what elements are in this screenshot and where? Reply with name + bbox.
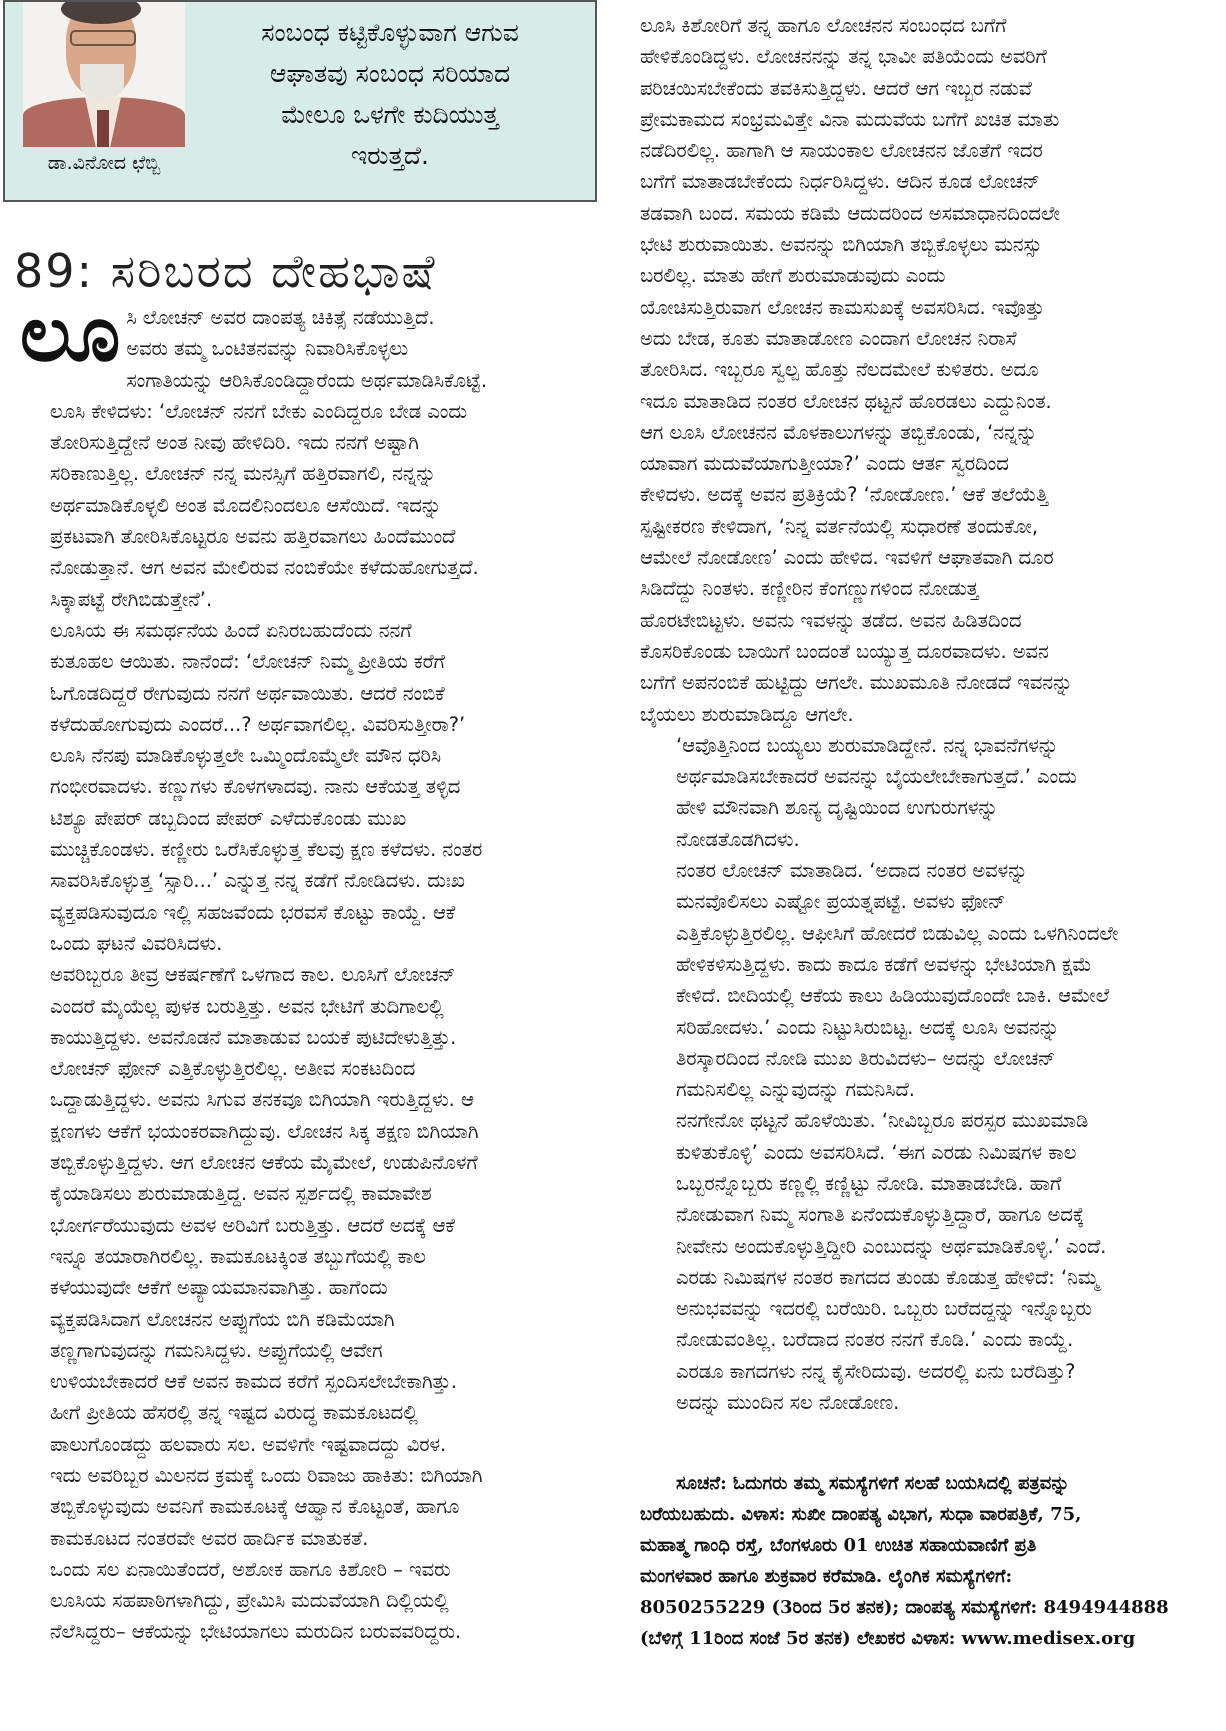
text-line: ವ್ಯಕ್ತಪಡಿಸುವುದೂ ಇಲ್ಲಿ ಸಹಜವೆಂದು ಭರವಸೆ ಕೊಟ್ಟು ಕಾಯ್ದೆ. ಆಕೆ: [50, 900, 456, 924]
text-line: ಗಂಭೀರವಾದಳು. ಕಣ್ಣುಗಳು ಕೊಳಗಳಾದವು. ನಾನು ಆಕೆಯತ್ತ ತಳ್ಳಿದ: [50, 775, 461, 799]
text-line: ಅವರು ತಮ್ಮ ಒಂಟಿತನವನ್ನು ನಿವಾರಿಸಿಕೊಳ್ಳಲು: [126, 337, 409, 361]
text-line: ಗಮನಿಸಲಿಲ್ಲ ಎನ್ನುವುದನ್ನು ಗಮನಿಸಿದೆ.: [676, 1078, 915, 1102]
pull-quote-line: ಮೇಲೂ ಒಳಗೇ ಕುದಿಯುತ್ತ: [281, 100, 499, 129]
text-line: ಲೋಚನ್ ಫೋನ್ ಎತ್ತಿಕೊಳ್ಳುತ್ತಿರಲಿಲ್ಲ. ಅತೀವ ಸಂಕಟದಿಂದ: [50, 1057, 416, 1081]
author-quote-box: [3, 0, 597, 202]
paragraph: [14, 396, 612, 615]
paragraph: [14, 615, 612, 740]
text-line: ಒದ್ದಾಡುತ್ತಿದ್ದಳು. ಅವನು ಸಿಗುವ ತನಕವೂ ಬಿಗಿಯಾಗಿ ಇರುತ್ತಿದ್ದಳು. ಆ: [50, 1088, 474, 1112]
text-line: ತೋರಿಸಿದ. ಇಬ್ಬರೂ ಸ್ವಲ್ಪ ಹೊತ್ತು ನೆಲದಮೇಲೆ ಕುಳಿತರು. ಅದೂ: [640, 358, 1039, 382]
text-line: ಓಗೊಡದಿದ್ದರೆ ರೇಗುವುದು ನನಗೆ ಅರ್ಥವಾಯಿತು. ಆದರೆ ನಂಬಿಕೆ: [50, 681, 445, 705]
text-line: ಸಿಡಿದೆದ್ದು ನಿಂತಳು. ಕಣ್ಣೀರಿನ ಕೆಂಗಣ್ಣುಗಳಿಂದ ನೋಡುತ್ತ: [640, 577, 979, 601]
text-line: ಕಾಯುತ್ತಿದ್ದಳು. ಅವನೊಡನೆ ಮಾತಾಡುವ ಬಯಕೆ ಪುಟಿದೇಳುತ್ತಿತ್ತು.: [50, 1025, 457, 1049]
text-line: ಪಾಲುಗೊಂಡದ್ದು ಹಲವಾರು ಸಲ. ಅವಳಿಗೇ ಇಷ್ಟವಾದದ್ದು ವಿರಳ.: [50, 1432, 447, 1456]
text-line: ಲೂಸಿ ಕಿಶೋರಿಗೆ ತನ್ನ ಹಾಗೂ ಲೋಚನನ ಸಂಬಂಧದ ಬಗೆಗೆ: [640, 14, 1007, 37]
text-line: ಸಿಕ್ಕಾಪಟ್ಟೆ ರೇಗಿಬಿಡುತ್ತೇನೆ’.: [50, 587, 213, 611]
notice-line: ಮಹಾತ್ಮ ಗಾಂಧಿ ರಸ್ತೆ, ಬೆಂಗಳೂರು 01 ಉಚಿತ ಸಹಾಯವಾಣಿಗೆ ಪ್ರತಿ: [640, 1535, 1037, 1556]
text-line: ನನಗೇನೋ ಥಟ್ಟನೆ ಹೊಳೆಯಿತು. ‘ನೀವಿಬ್ಬರೂ ಪರಸ್ಪರ ಮುಖಮಾಡಿ: [676, 1109, 1089, 1133]
text-line: ಅದು ಬೇಡ, ಕೂತು ಮಾತಾಡೋಣ ಎಂದಾಗ ಲೋಚನ ನಿರಾಸೆ: [640, 326, 1017, 350]
text-line: ಅರ್ಥಮಾಡಿಸಬೇಕಾದರೆ ಅವನನ್ನು ಬೈಯಲೇಬೇಕಾಗುತ್ತದೆ.’ ಎಂದು: [676, 765, 1077, 789]
text-line: ಹೊರಟೇಬಿಟ್ಟಳು. ಅವನು ಇವಳನ್ನು ತಡೆದ. ಅವನ ಹಿಡಿತದಿಂದ: [640, 608, 1022, 632]
text-line: ಭೋರ್ಗರೆಯುವುದು ಅವಳ ಅರಿವಿಗೆ ಬರುತ್ತಿತ್ತು. ಆದರೆ ಅದಕ್ಕೆ ಆಕೆ: [50, 1213, 455, 1237]
text-line: ಕಾಮಕೂಟದ ನಂತರವೇ ಅವರ ಹಾರ್ದಿಕ ಮಾತುಕತೆ.: [50, 1526, 369, 1550]
text-line: ಒಂದು ಘಟನೆ ವಿವರಿಸಿದಳು.: [50, 931, 223, 955]
text-line: ಸರಿಕಾಣುತ್ತಿಲ್ಲ. ಲೋಚನ್ ನನ್ನ ಮನಸ್ಸಿಗೆ ಹತ್ತಿರವಾಗಲಿ, ನನ್ನನ್ನು: [50, 462, 436, 486]
text-line: ಕುತೂಹಲ ಆಯಿತು. ನಾನೆಂದೆ: ‘ಲೋಚನ್ ನಿಮ್ಮ ಪ್ರೀತಿಯ ಕರೆಗೆ: [50, 650, 445, 674]
text-line: ಸರಿಹೋದಳು.’ ಎಂದು ನಿಟ್ಟುಸಿರುಬಿಟ್ಟ. ಅದಕ್ಕೆ ಲೂಸಿ ಅವನನ್ನು: [676, 1015, 1060, 1039]
text-line: ಬೈಯಲು ಶುರುಮಾಡಿದ್ದೂ ಆಗಲೇ.: [640, 702, 854, 726]
text-line: ಲೂಸಿ ಕೇಳಿದಳು: ‘ಲೋಚನ್ ನನಗೆ ಬೇಕು ಎಂದಿದ್ದರೂ ಬೇಡ ಎಂದು: [50, 399, 468, 423]
paragraph: [14, 959, 612, 1554]
text-line: ಸ್ಪಷ್ಟೀಕರಣ ಕೇಳಿದಾಗ, ‘ನಿನ್ನ ವರ್ತನೆಯಲ್ಲಿ ಸುಧಾರಣೆ ತಂದುಕೋ,: [640, 514, 1039, 538]
text-line: ಕೇಳಿದೆ. ಬೀದಿಯಲ್ಲಿ ಆಕೆಯ ಕಾಲು ಹಿಡಿಯುವುದೊಂದೇ ಬಾಕಿ. ಆಮೇಲೆ: [676, 984, 1110, 1008]
text-line: ತೋರಿಸುತ್ತಿದ್ದೇನೆ ಅಂತ ನೀವು ಹೇಳಿದಿರಿ. ಇದು ನನಗೆ ಅಷ್ಟಾಗಿ: [50, 431, 419, 455]
notice-line: ಬರೆಯಬಹುದು. ವಿಳಾಸ: ಸುಖೀ ದಾಂಪತ್ಯ ವಿಭಾಗ, ಸುಧಾ ವಾರಪತ್ರಿಕೆ, 75,: [640, 1504, 1082, 1525]
text-line: ಯಾವಾಗ ಮದುವೆಯಾಗುತ್ತೀಯಾ?’ ಎಂದು ಆರ್ತ ಸ್ವರದಿಂದ: [640, 452, 1009, 476]
text-line: ಎರಡೂ ಕಾಗದಗಳು ನನ್ನ ಕೈಸೇರಿದುವು. ಅದರಲ್ಲಿ ಏನು ಬರೆದಿತ್ತು?: [676, 1359, 1076, 1383]
text-line: ಬಗೆಗೆ ಮಾತಾಡಬೇಕೆಂದು ನಿರ್ಧರಿಸಿದ್ದಳು. ಆದಿನ ಕೂಡ ಲೋಚನ್: [640, 170, 1040, 194]
text-line: ಹೀಗೆ ಪ್ರೀತಿಯ ಹೆಸರಲ್ಲಿ ತನ್ನ ಇಷ್ಟದ ವಿರುದ್ಧ ಕಾಮಕೂಟದಲ್ಲಿ: [50, 1401, 418, 1425]
author-name: ಡಾ.ವಿನೋದ ಛೆಬ್ಬಿ: [47, 152, 161, 174]
text-line: ನೋಡುವಾಗ ನಿಮ್ಮ ಸಂಗಾತಿ ಏನೆಂದುಕೊಳ್ಳುತ್ತಿದ್ದಾರೆ, ಹಾಗೂ ಅದಕ್ಕೆ: [676, 1203, 1085, 1227]
text-line: ಕ್ಷಣಗಳು ಆಕೆಗೆ ಭಯಂಕರವಾಗಿದ್ದುವು. ಲೋಚನ ಸಿಕ್ಕ ತಕ್ಷಣ ಬಿಗಿಯಾಗಿ: [50, 1119, 479, 1143]
article-body-left: [14, 289, 612, 1648]
text-line: ಪ್ರೇಮಕಾಮದ ಸಂಭ್ರಮವಿತ್ತೇ ವಿನಾ ಮದುವೆಯ ಬಗೆಗೆ ಖಚಿತ ಮಾತು: [640, 107, 1060, 131]
text-line: ವ್ಯಕ್ತಪಡಿಸಿದಾಗ ಲೋಚನನ ಅಪ್ಪುಗೆಯ ಬಿಗಿ ಕಡಿಮೆಯಾಗಿ: [50, 1307, 395, 1331]
text-line: ಮುಚ್ಚಿಕೊಂಡಳು. ಕಣ್ಣೀರು ಒರೆಸಿಕೊಳ್ಳುತ್ತ ಕೆಲವು ಕ್ಷಣ ಕಳೆದಳು. ನಂತರ: [50, 838, 483, 862]
text-line: ‘ಆವೊತ್ತಿನಿಂದ ಬಯ್ಯಲು ಶುರುಮಾಡಿದ್ದೇನೆ. ನನ್ನ ಭಾವನೆಗಳನ್ನು: [676, 733, 1059, 757]
article-title: 89: ಸರಿಬರದ ದೇಹಭಾಷೆ: [14, 243, 437, 298]
text-line: ಇದೂ ಮಾತಾಡಿದ ನಂತರ ಲೋಚನ ಥಟ್ಟನೆ ಹೊರಡಲು ಎದ್ದುನಿಂತ.: [640, 389, 1052, 413]
paragraph: [640, 10, 1226, 730]
author-photo: [23, 2, 185, 147]
paragraph: [640, 855, 1226, 1105]
pull-quote-line: ಸಂಬಂಧ ಕಟ್ಟಿಕೊಳ್ಳುವಾಗ ಆಗುವ: [261, 18, 519, 47]
text-line: ಅದನ್ನು ಮುಂದಿನ ಸಲ ನೋಡೋಣ.: [676, 1391, 900, 1415]
notice-line: ಸೂಚನೆ: ಓದುಗರು ತಮ್ಮ ಸಮಸ್ಯೆಗಳಿಗೆ ಸಲಹೆ ಬಯಸಿದಲ್ಲಿ ಪತ್ರವನ್ನು: [676, 1473, 1070, 1494]
text-line: ನೋಡುವಂತಿಲ್ಲ. ಬರೆದಾದ ನಂತರ ನನಗೆ ಕೊಡಿ.’ ಎಂದು ಕಾಯ್ದೆ.: [676, 1328, 1074, 1352]
text-line: ನೆಲೆಸಿದ್ದರು– ಆಕೆಯನ್ನು ಭೇಟಿಯಾಗಲು ಮರುದಿನ ಬರುವವರಿದ್ದರು.: [50, 1620, 462, 1644]
text-line: ಇನ್ನೂ ತಯಾರಾಗಿರಲಿಲ್ಲ. ಕಾಮಕೂಟಕ್ಕಿಂತ ತಬ್ಬುಗೆಯಲ್ಲಿ ಕಾಲ: [50, 1244, 426, 1268]
text-line: ಕೊಸರಿಕೊಂಡು ಬಾಯಿಗೆ ಬಂದಂತೆ ಬಯ್ಯುತ್ತ ದೂರವಾದಳು. ಅವನ: [640, 639, 1049, 663]
notice-line: ಮಂಗಳವಾರ ಹಾಗೂ ಶುಕ್ರವಾರ ಕರೆಮಾಡಿ. ಲೈಂಗಿಕ ಸಮಸ್ಯೆಗಳಿಗೆ:: [640, 1566, 1013, 1587]
notice-line: (ಬೆಳಿಗ್ಗೆ 11ರಿಂದ ಸಂಜೆ 5ರ ತನಕ) ಲೇಖಕರ ವಿಳಾಸ: www.medisex.org: [640, 1628, 1136, 1649]
text-line: ನಂತರ ಲೋಚನ್ ಮಾತಾಡಿದ. ‘ಅದಾದ ನಂತರ ಅವಳನ್ನು: [676, 859, 1028, 883]
text-line: ಕೈಯಾಡಿಸಲು ಶುರುಮಾಡುತ್ತಿದ್ದ. ಅವನ ಸ್ಪರ್ಶದಲ್ಲಿ ಕಾಮಾವೇಶ: [50, 1182, 432, 1206]
text-line: ಬರಲಿಲ್ಲ. ಮಾತು ಹೇಗೆ ಶುರುಮಾಡುವುದು ಎಂದು: [640, 264, 946, 288]
paragraph: [640, 730, 1226, 855]
text-line: ಅವರಿಬ್ಬರೂ ತೀವ್ರ ಆಕರ್ಷಣೆಗೆ ಒಳಗಾದ ಕಾಲ. ಲೂಸಿಗೆ ಲೋಚನ್: [50, 963, 456, 987]
text-line: ಹೇಳಿ ಮೌನವಾಗಿ ಶೂನ್ಯ ದೃಷ್ಟಿಯಿಂದ ಉಗುರುಗಳನ್ನು: [676, 796, 998, 820]
text-line: ಕೇಳಿದಳು. ಅದಕ್ಕೆ ಅವನ ಪ್ರತಿಕ್ರಿಯೆ? ‘ನೋಡೋಣ.’ ಆಕೆ ತಲೆಯೆತ್ತಿ: [640, 483, 1049, 507]
paragraph: [14, 740, 612, 959]
text-line: ಹೇಳಿಕೊಂಡಿದ್ದಳು. ಲೋಚನನನ್ನು ತನ್ನ ಭಾವೀ ಪತಿಯೆಂದು ಅವರಿಗೆ: [640, 45, 1047, 69]
text-line: ಆಮೇಲೆ ನೋಡೋಣ’ ಎಂದು ಹೇಳಿದ. ಇವಳಿಗೆ ಆಘಾತವಾಗಿ ದೂರ: [640, 546, 1054, 570]
text-line: ಕುಳಿತುಕೊಳ್ಳಿ’ ಎಂದು ಅವಸರಿಸಿದೆ. ‘ಈಗ ಎರಡು ನಿಮಿಷಗಳ ಕಾಲ: [676, 1140, 1077, 1164]
text-line: ಲೂಸಿಯ ಸಹಪಾಠಿಗಳಾಗಿದ್ದು, ಪ್ರೇಮಿಸಿ ಮದುವೆಯಾಗಿ ದಿಲ್ಲಿಯಲ್ಲಿ: [50, 1589, 449, 1613]
text-line: ಭೇಟಿ ಶುರುವಾಯಿತು. ಅವನನ್ನು ಬಿಗಿಯಾಗಿ ತಬ್ಬಿಕೊಳ್ಳಲು ಮನಸ್ಸು: [640, 233, 1042, 257]
reader-notice: [640, 1468, 1226, 1654]
text-line: ನೋಡತೊಡಗಿದಳು.: [676, 827, 800, 851]
text-line: ಸಾವರಿಸಿಕೊಳ್ಳುತ್ತ ‘ಸ್ಸಾರಿ...’ ಎನ್ನುತ್ತ ನನ್ನ ಕಡೆಗೆ ನೋಡಿದಳು. ದುಃಖ: [50, 869, 465, 893]
text-line: ತಣ್ಣಗಾಗುವುದನ್ನು ಗಮನಿಸಿದ್ದಳು. ಅಪ್ಪುಗೆಯಲ್ಲಿ ಆವೇಗ: [50, 1338, 383, 1362]
text-line: ತಿರಸ್ಕಾರದಿಂದ ನೋಡಿ ಮುಖ ತಿರುವಿದಳು– ಅದನ್ನು ಲೋಚನ್: [676, 1046, 1056, 1070]
text-line: ನೀವೇನು ಅಂದುಕೊಳ್ಳುತ್ತಿದ್ದೀರಿ ಎಂಬುದನ್ನು ಅರ್ಥಮಾಡಿಕೊಳ್ಳಿ.’ ಎಂದೆ.: [676, 1234, 1107, 1258]
text-line: ಆಗ ಲೂಸಿ ಲೋಚನನ ಮೊಳಕಾಲುಗಳನ್ನು ತಬ್ಬಿಕೊಂಡು, ‘ನನ್ನನ್ನು: [640, 420, 1038, 444]
paragraph: [14, 289, 612, 396]
text-line: ಲೂಸಿ ನೆನಪು ಮಾಡಿಕೊಳ್ಳುತ್ತಲೇ ಒಮ್ಮಿಂದೊಮ್ಮೆಲೇ ಮೌನ ಧರಿಸಿ: [50, 744, 442, 768]
notice-line: 8050255229 (3ರಿಂದ 5ರ ತನಕ); ದಾಂಪತ್ಯ ಸಮಸ್ಯೆಗಳಿಗೆ: 8494944888: [640, 1597, 1169, 1618]
text-line: ಎರಡು ನಿಮಿಷಗಳ ನಂತರ ಕಾಗದದ ತುಂಡು ಕೊಡುತ್ತ ಹೇಳಿದೆ: ‘ನಿಮ್ಮ: [676, 1265, 1100, 1289]
pull-quote: [185, 12, 595, 176]
drop-cap: ಲೂ: [20, 289, 121, 379]
text-line: ಬಗೆಗೆ ಅಪನಂಬಿಕೆ ಹುಟ್ಟಿದ್ದು ಆಗಲೇ. ಮುಖಮೂತಿ ನೋಡದೆ ಇವನನ್ನು: [640, 671, 1073, 695]
text-line: ಎಂದರೆ ಮೈಯೆಲ್ಲ ಪುಳಕ ಬರುತ್ತಿತ್ತು. ಅವನ ಭೇಟಿಗೆ ತುದಿಗಾಲಲ್ಲಿ: [50, 994, 444, 1018]
text-line: ಅರ್ಥಮಾಡಿಕೊಳ್ಳಲಿ ಅಂತ ಮೊದಲಿನಿಂದಲೂ ಆಸೆಯಿದೆ. ಇದನ್ನು: [50, 493, 442, 517]
text-line: ತಬ್ಬಿಕೊಳ್ಳುವುದು ಅವನಿಗೆ ಕಾಮಕೂಟಕ್ಕೆ ಆಹ್ವಾನ ಕೊಟ್ಟಂತೆ, ಹಾಗೂ: [50, 1495, 460, 1519]
text-line: ಯೋಚಿಸುತ್ತಿರುವಾಗ ಲೋಚನ ಕಾಮಸುಖಕ್ಕೆ ಅವಸರಿಸಿದ. ಇವೊತ್ತು: [640, 295, 1045, 319]
text-line: ಒಬ್ಬರನ್ನೊಬ್ಬರು ಕಣ್ಣಲ್ಲಿ ಕಣ್ಣಿಟ್ಟು ನೋಡಿ. ಮಾತಾಡಬೇಡಿ. ಹಾಗೆ: [676, 1171, 1062, 1195]
text-line: ಕಳೆದುಹೋಗುವುದು ಎಂದರೆ...? ಅರ್ಥವಾಗಲಿಲ್ಲ. ವಿವರಿಸುತ್ತೀರಾ?’: [50, 712, 466, 736]
text-line: ತಬ್ಬಿಕೊಳ್ಳುತ್ತಿದ್ದಳು. ಆಗ ಲೋಚನ ಆಕೆಯ ಮೈಮೇಲೆ, ಉಡುಪಿನೊಳಗೆ: [50, 1151, 478, 1175]
text-line: ಒಂದು ಸಲ ಏನಾಯಿತೆಂದರೆ, ಅಶೋಕ ಹಾಗೂ ಕಿಶೋರಿ – ಇವರು: [50, 1557, 451, 1581]
text-line: ತಡವಾಗಿ ಬಂದ. ಸಮಯ ಕಡಿಮೆ ಆದುದರಿಂದ ಅಸಮಾಧಾನದಿಂದಲೇ: [640, 201, 1060, 225]
paragraph: [640, 1105, 1226, 1355]
text-line: ನೋಡುತ್ತಾನೆ. ಆಗ ಅವನ ಮೇಲಿರುವ ನಂಬಿಕೆಯೇ ಕಳೆದುಹೋಗುತ್ತದೆ.: [50, 556, 479, 580]
text-line: ಲೂಸಿಯ ಈ ಸಮರ್ಥನೆಯ ಹಿಂದೆ ಏನಿರಬಹುದೆಂದು ನನಗೆ: [50, 618, 412, 642]
text-line: ಪರಿಚಯಿಸಬೇಕೆಂದು ತವಕಿಸುತ್ತಿದ್ದಳು. ಆದರೆ ಆಗ ಇಬ್ಬರ ನಡುವೆ: [640, 76, 1032, 100]
text-line: ನಡೆದಿರಲಿಲ್ಲ. ಹಾಗಾಗಿ ಆ ಸಾಯಂಕಾಲ ಲೋಚನನ ಜೊತೆಗೆ ಇದರ: [640, 139, 1043, 163]
text-line: ಇದು ಅವರಿಬ್ಬರ ಮಿಲನದ ಕ್ರಮಕ್ಕೆ ಒಂದು ರಿವಾಜು ಹಾಕಿತು: ಬಿಗಿಯಾಗಿ: [50, 1463, 483, 1487]
text-line: ಅನುಭವವನ್ನು ಇದರಲ್ಲಿ ಬರೆಯಿರಿ. ಒಬ್ಬರು ಬರೆದದ್ದನ್ನು ಇನ್ನೊಬ್ಬರು: [676, 1297, 1092, 1321]
text-line: ಉಳಿಯಬೇಕಾದರೆ ಆಕೆ ಅವನ ಕಾಮದ ಕರೆಗೆ ಸ್ಪಂದಿಸಲೇಬೇಕಾಗಿತ್ತು.: [50, 1370, 457, 1394]
pull-quote-line: ಇರುತ್ತದೆ.: [351, 141, 429, 170]
text-line: ಎತ್ತಿಕೊಳ್ಳುತ್ತಿರಲಿಲ್ಲ. ಆಫೀಸಿಗೆ ಹೋದರೆ ಬಿಡುವಿಲ್ಲ ಎಂದು ಒಳಗಿನಿಂದಲೇ: [676, 921, 1119, 945]
pull-quote-line: ಆಘಾತವು ಸಂಬಂಧ ಸರಿಯಾದ: [269, 59, 511, 88]
text-line: ಸಿ ಲೋಚನ್ ಅವರ ದಾಂಪತ್ಯ ಚಿಕಿತ್ಸೆ ನಡೆಯುತ್ತಿದೆ.: [126, 306, 435, 329]
article-body-right: [640, 10, 1226, 1418]
text-line: ಪ್ರಕಟವಾಗಿ ತೋರಿಸಿಕೊಟ್ಟರೂ ಅವನು ಹತ್ತಿರವಾಗಲು ಹಿಂದೆಮುಂದೆ: [50, 525, 456, 549]
text-line: ಮನವೊಲಿಸಲು ಎಷ್ಟೋ ಪ್ರಯತ್ನಪಟ್ಟೆ. ಅವಳು ಫೋನ್: [676, 890, 1006, 914]
paragraph: [640, 1356, 1226, 1419]
text-line: ಹೇಳಿಕಳಿಸುತ್ತಿದ್ದಳು. ಕಾದು ಕಾದೂ ಕಡೆಗೆ ಅವಳನ್ನು ಭೇಟಿಯಾಗಿ ಕ್ಷಮೆ: [676, 952, 1092, 976]
text-line: ಟಿಶ್ಯೂ ಪೇಪರ್ ಡಬ್ಬದಿಂದ ಪೇಪರ್ ಎಳೆದುಕೊಂಡು ಮುಖ: [50, 806, 407, 830]
paragraph: [14, 1554, 612, 1648]
text-line: ಸಂಗಾತಿಯನ್ನು ಆರಿಸಿಕೊಂಡಿದ್ದಾರೆಂದು ಅರ್ಥಮಾಡಿಸಿಕೊಟ್ಟೆ.: [126, 368, 487, 392]
text-line: ಕಳೆಯುವುದೇ ಆಕೆಗೆ ಅಪ್ಯಾಯಮಾನವಾಗಿತ್ತು. ಹಾಗೆಂದು: [50, 1276, 388, 1300]
